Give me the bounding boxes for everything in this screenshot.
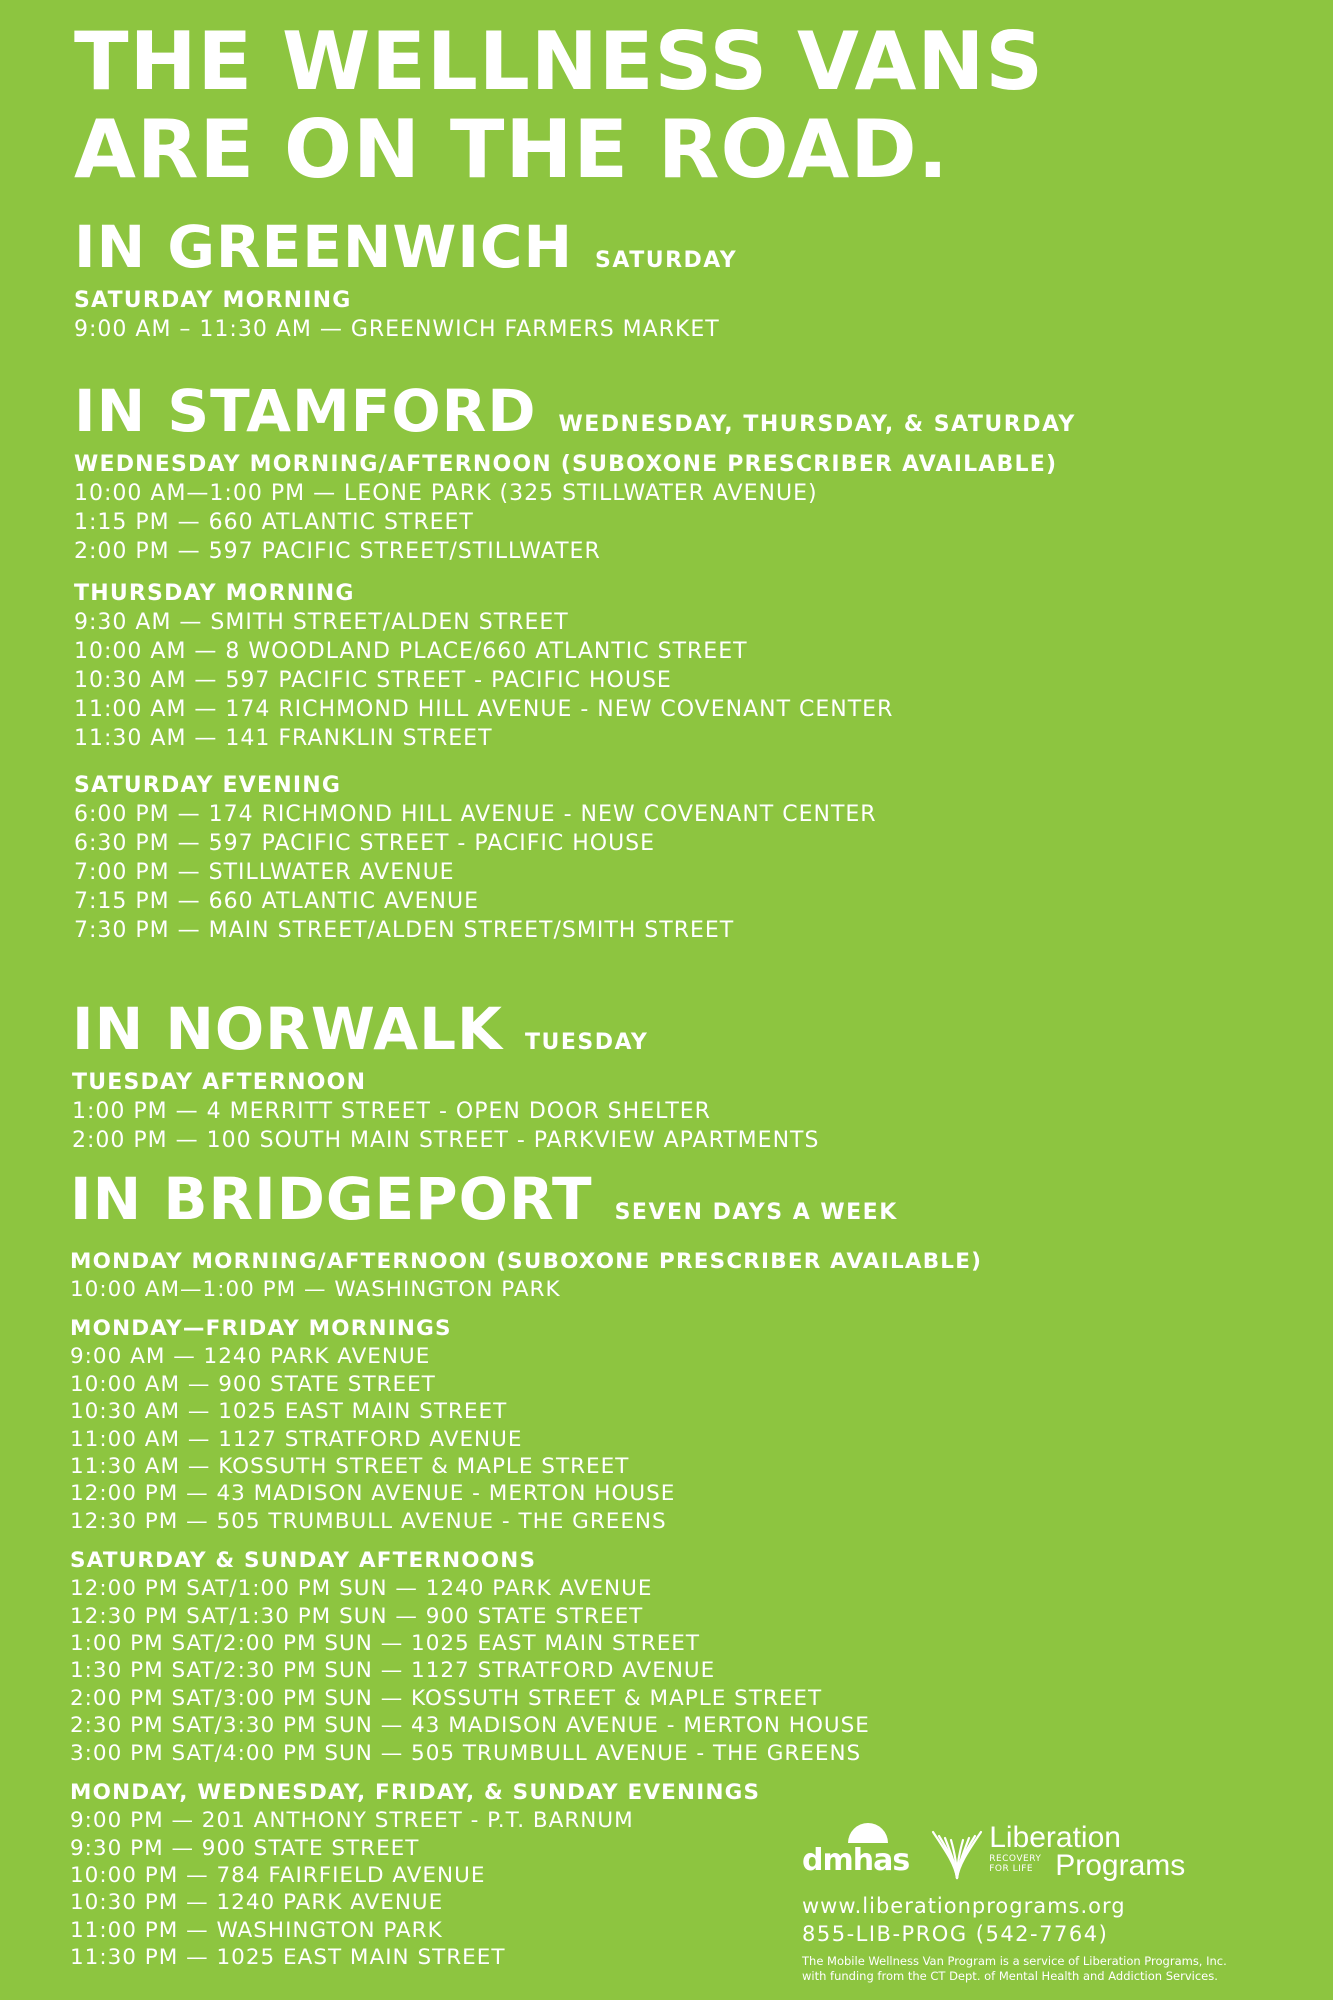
schedule-group	[70, 1248, 982, 1303]
group-label: THURSDAY MORNING	[74, 580, 355, 606]
city-heading	[74, 214, 737, 280]
schedule-line: 10:30 PM — 1240 PARK AVENUE	[70, 1890, 444, 1916]
schedule-line: 10:00 AM — 900 STATE STREET	[70, 1371, 436, 1397]
schedule-line: 1:00 PM — 4 MERRITT STREET - OPEN DOOR SHELTER	[72, 1099, 711, 1124]
group-label: TUESDAY AFTERNOON	[72, 1070, 367, 1095]
schedule-line: 9:00 AM — 1240 PARK AVENUE	[70, 1344, 431, 1370]
section-norwalk	[72, 996, 819, 1155]
logos	[802, 1818, 1322, 1886]
city-days: TUESDAY	[524, 1030, 649, 1055]
group-label: WEDNESDAY MORNING/AFTERNOON (SUBOXONE PRESCRIBER AVAILABLE)	[74, 452, 1058, 477]
liberation-wordmark	[989, 1821, 1186, 1882]
schedule-line: 6:00 PM — 174 RICHMOND HILL AVENUE - NEW COVENANT CENTER	[74, 801, 877, 827]
schedule-group	[74, 450, 1076, 567]
poster-title	[74, 15, 1044, 196]
city-name: IN GREENWICH	[74, 213, 574, 281]
group-label: SATURDAY & SUNDAY AFTERNOONS	[70, 1548, 537, 1574]
schedule-line: 9:30 AM — SMITH STREET/ALDEN STREET	[74, 609, 569, 635]
funding-note-line-1: The Mobile Wellness Van Program is a service of Liberation Programs, Inc.	[802, 1954, 1227, 1968]
section-greenwich	[74, 214, 737, 344]
schedule-line: 9:00 AM – 11:30 AM — GREENWICH FARMERS MARKET	[74, 317, 720, 342]
schedule-line: 10:30 AM — 597 PACIFIC STREET - PACIFIC HOUSE	[74, 668, 672, 694]
city-days: SEVEN DAYS A WEEK	[614, 1200, 898, 1225]
schedule-line: 12:30 PM — 505 TRUMBULL AVENUE - THE GREENS	[70, 1508, 667, 1534]
schedule-line: 7:15 PM — 660 ATLANTIC AVENUE	[74, 889, 479, 915]
schedule-line: 11:00 AM — 174 RICHMOND HILL AVENUE - NEW COVENANT CENTER	[74, 697, 894, 723]
schedule-line: 11:00 AM — 1127 STRATFORD AVENUE	[70, 1426, 523, 1452]
funding-note-line-2: with funding from the CT Dept. of Mental Health and Addiction Services.	[802, 1968, 1218, 1983]
title-line-2: ARE ON THE ROAD.	[74, 103, 950, 196]
city-heading	[70, 1166, 982, 1232]
schedule-line: 6:30 PM — 597 PACIFIC STREET - PACIFIC HOUSE	[74, 830, 656, 856]
tagline	[989, 1854, 1041, 1874]
schedule-line: 1:00 PM SAT/2:00 PM SUN — 1025 EAST MAIN STREET	[70, 1631, 701, 1657]
programs-word: Programs	[1055, 1849, 1186, 1882]
schedule-line: 10:00 AM—1:00 PM — WASHINGTON PARK	[70, 1277, 561, 1302]
schedule-group	[70, 1547, 982, 1767]
schedule-group	[72, 1068, 819, 1155]
group-label: SATURDAY MORNING	[74, 288, 352, 313]
tagline-line-2: FOR LIFE	[989, 1864, 1034, 1874]
city-days: SATURDAY	[595, 248, 738, 273]
schedule-line: 2:00 PM SAT/3:00 PM SUN — KOSSUTH STREET & MAPLE STREET	[70, 1685, 823, 1711]
schedule-line: 1:15 PM — 660 ATLANTIC STREET	[74, 510, 474, 536]
dmhas-wordmark: dmhas	[802, 1842, 910, 1878]
schedule-line: 12:30 PM SAT/1:30 PM SUN — 900 STATE STREET	[70, 1603, 644, 1629]
liberation-logo	[931, 1821, 1186, 1882]
schedule-line: 3:00 PM SAT/4:00 PM SUN — 505 TRUMBULL AVENUE - THE GREENS	[70, 1740, 862, 1766]
schedule-line: 1:30 PM SAT/2:30 PM SUN — 1127 STRATFORD AVENUE	[70, 1658, 716, 1684]
schedule-line: 11:30 PM — 1025 EAST MAIN STREET	[70, 1945, 506, 1971]
liberation-word: Liberation	[989, 1821, 1121, 1854]
schedule-line: 10:00 AM — 8 WOODLAND PLACE/660 ATLANTIC STREET	[74, 638, 748, 664]
schedule-group	[74, 579, 1076, 754]
group-label: SATURDAY EVENING	[74, 772, 342, 798]
section-stamford	[74, 378, 1076, 946]
schedule-line: 7:00 PM — STILLWATER AVENUE	[74, 860, 455, 886]
website-link[interactable]: www.liberationprograms.org	[802, 1894, 1126, 1918]
schedule-line: 2:00 PM — 100 SOUTH MAIN STREET - PARKVIEW APARTMENTS	[72, 1128, 820, 1154]
schedule-line: 2:30 PM SAT/3:30 PM SUN — 43 MADISON AVENUE - MERTON HOUSE	[70, 1713, 870, 1739]
funding-note	[802, 1954, 1322, 1983]
dmhas-logo	[802, 1843, 909, 1878]
schedule-line: 12:00 PM — 43 MADISON AVENUE - MERTON HOUSE	[70, 1481, 676, 1507]
schedule-group	[74, 286, 737, 344]
tagline-line-1: RECOVERY	[989, 1854, 1042, 1864]
group-label: MONDAY MORNING/AFTERNOON (SUBOXONE PRESCRIBER AVAILABLE)	[70, 1249, 983, 1274]
schedule-line: 2:00 PM — 597 PACIFIC STREET/STILLWATER	[74, 539, 601, 565]
dmhas-arc-icon	[848, 1823, 888, 1843]
group-label: MONDAY—FRIDAY MORNINGS	[70, 1316, 452, 1342]
schedule-line: 11:30 AM — KOSSUTH STREET & MAPLE STREET	[70, 1454, 630, 1480]
schedule-line: 10:30 AM — 1025 EAST MAIN STREET	[70, 1399, 508, 1425]
phone-number[interactable]: 855-LIB-PROG (542-7764)	[802, 1922, 1109, 1946]
schedule-line: 9:30 PM — 900 STATE STREET	[70, 1835, 420, 1861]
city-name: IN NORWALK	[72, 995, 503, 1063]
footer	[802, 1818, 1322, 1983]
city-heading	[74, 378, 1076, 444]
schedule-group	[70, 1315, 982, 1535]
city-name: IN BRIDGEPORT	[70, 1165, 593, 1233]
wings-icon	[931, 1824, 983, 1880]
city-heading	[72, 996, 819, 1062]
schedule-line: 10:00 AM—1:00 PM — LEONE PARK (325 STILLWATER AVENUE)	[74, 481, 818, 506]
schedule-line: 7:30 PM — MAIN STREET/ALDEN STREET/SMITH STREET	[74, 918, 735, 944]
schedule-line: 9:00 PM — 201 ANTHONY STREET - P.T. BARNUM	[70, 1808, 634, 1834]
schedule-line: 11:00 PM — WASHINGTON PARK	[70, 1917, 443, 1943]
schedule-group	[74, 771, 1076, 946]
city-name: IN STAMFORD	[74, 377, 537, 445]
city-days: WEDNESDAY, THURSDAY, & SATURDAY	[558, 412, 1076, 437]
schedule-line: 12:00 PM SAT/1:00 PM SUN — 1240 PARK AVENUE	[70, 1576, 653, 1602]
schedule-line: 10:00 PM — 784 FAIRFIELD AVENUE	[70, 1862, 486, 1888]
schedule-line: 11:30 AM — 141 FRANKLIN STREET	[74, 726, 493, 752]
group-label: MONDAY, WEDNESDAY, FRIDAY, & SUNDAY EVENINGS	[70, 1780, 761, 1806]
title-line-1: THE WELLNESS VANS	[74, 15, 1044, 108]
